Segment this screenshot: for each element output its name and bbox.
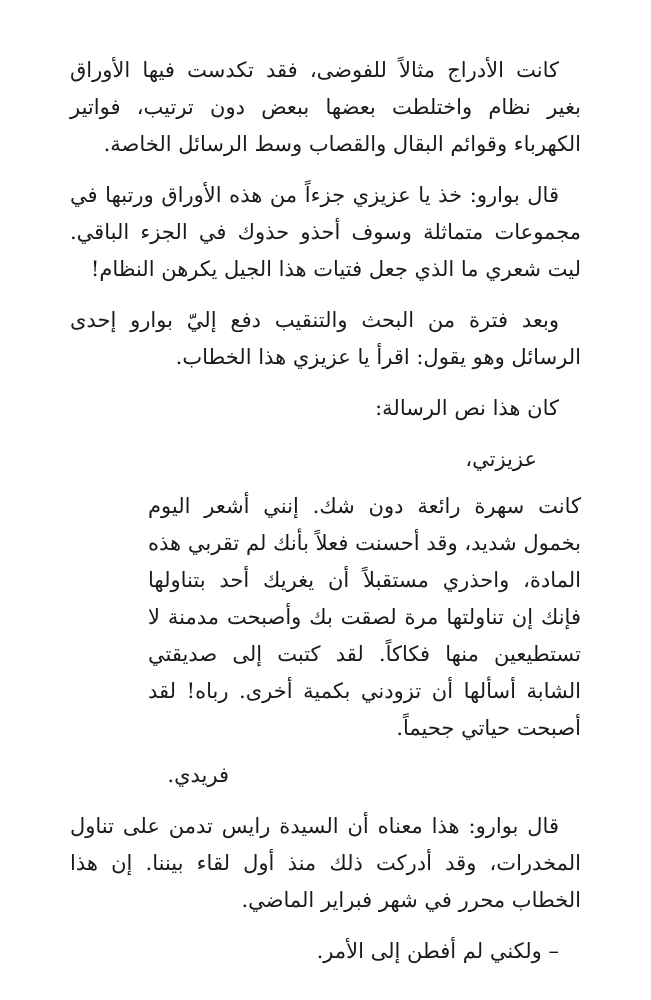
paragraph-poirot-sorting: قال بوارو: خذ يا عزيزي جزءاً من هذه الأوراق ورتبها في مجموعات متماثلة وسوف أحذو حذوك في الجزء الباقي. ليت شعري ما الذي جعل فتيات هذا الجيل يكرهن النظام! [70,183,581,281]
paragraph-poirot-conclusion: قال بوارو: هذا معناه أن السيدة رايس تدمن على تناول المخدرات، وقد أدركت ذلك منذ أول لقاء بيننا. إن هذا الخطاب محرر في شهر فبراير الماضي. [70,814,581,912]
paragraph-poirot-letter: وبعد فترة من البحث والتنقيب دفع إليّ بوارو إحدى الرسائل وهو يقول: اقرأ يا عزيزي هذا الخطاب. [70,308,581,369]
letter-body: كانت سهرة رائعة دون شك. إنني أشعر اليوم بخمول شديد، وقد أحسنت فعلاً بأنك لم تقربي هذه المادة، واحذري مستقبلاً أن يغريك أحد بتناولها فإنك إن تناولتها مرة لصقت بك وأصبحت مدمنة لا تستطيعين منها فكاكاً. لقد كتبت إلى صديقتي الشابة أسألها أن تزودني بكمية أخرى. رباه! لقد أصبحت حياتي جحيماً. [148,494,581,740]
quoted-letter [70,441,581,794]
book-page [70,52,581,970]
letter-intro: كان هذا نص الرسالة: [375,396,559,420]
letter-signature: فريدي. [167,763,229,787]
dialogue-line: – ولكني لم أفطن إلى الأمر. [316,939,559,963]
letter-greeting: عزيزتي، [465,447,537,471]
paragraph-drawers: كانت الأدراج مثالاً للفوضى، فقد تكدست فيها الأوراق بغير نظام واختلطت بعضها ببعض دون ترتيب، فواتير الكهرباء وقوائم البقال والقصاب وسط الرسائل الخاصة. [70,58,581,156]
